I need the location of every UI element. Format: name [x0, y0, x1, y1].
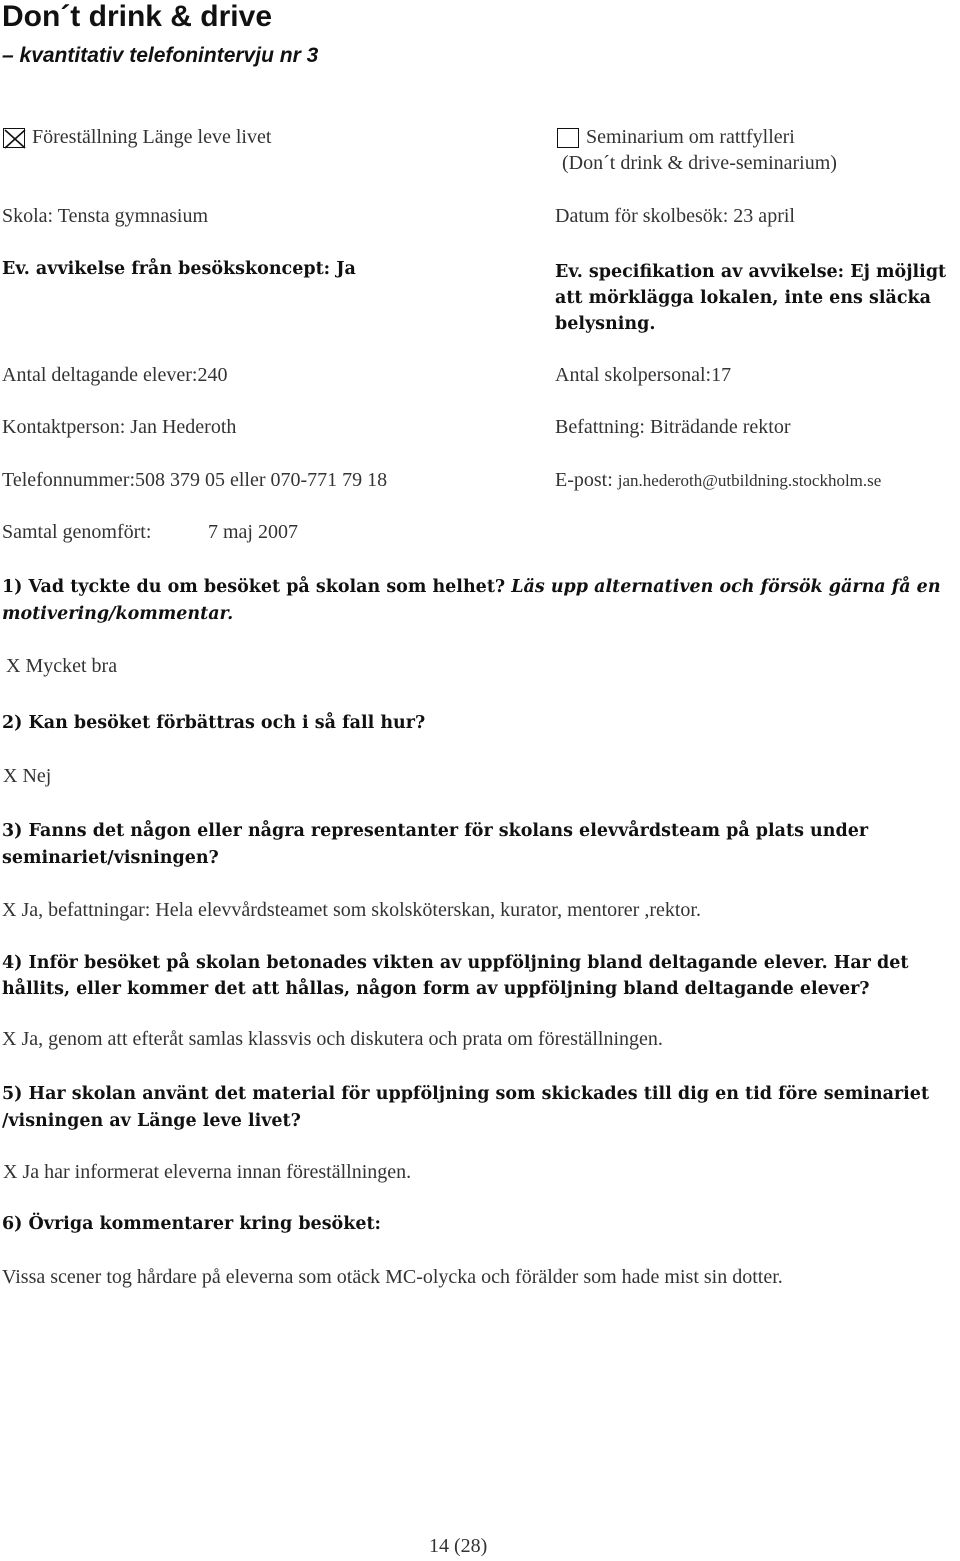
answer-3: X Ja, befattningar: Hela elevvårdsteamet som skolsköterskan, kurator, mentorer ,rektor. — [2, 899, 701, 921]
answer-6: Vissa scener tog hårdare på eleverna som otäck MC-olycka och förälder som hade mist sin dotter. — [2, 1266, 783, 1288]
phone-field: Telefonnummer:508 379 05 eller 070-771 79 18 — [2, 469, 388, 491]
question-4: 4) Inför besöket på skolan betonades vikten av uppföljning bland deltagande elever. Har det hållits, eller kommer det att hållas, någon form av uppföljning bland deltagande elever? — [2, 953, 909, 999]
option-seminar-sublabel: (Don´t drink & drive-seminarium) — [562, 152, 837, 174]
question-1 — [2, 574, 957, 628]
answer-1: X Mycket bra — [6, 655, 118, 677]
checkbox-checked-icon[interactable] — [3, 128, 25, 148]
option-seminar-label: Seminarium om rattfylleri — [586, 126, 795, 148]
school-field: Skola: Tensta gymnasium — [2, 205, 208, 227]
option-performance-label: Föreställning Länge leve livet — [32, 126, 272, 148]
question-1-instruction: Läs upp alternativen och försök gärna få en motivering/kommentar. — [2, 577, 941, 624]
email-value: jan.hederoth@utbildning.stockholm.se — [617, 471, 882, 490]
call-completed-date: 7 maj 2007 — [208, 521, 298, 543]
question-5: 5) Har skolan använt det material för uppföljning som skickades till dig en tid före seminariet /visningen av Länge leve livet? — [2, 1084, 930, 1131]
page-number: 14 (28) — [429, 1535, 488, 1557]
position-field: Befattning: Biträdande rektor — [555, 416, 791, 438]
checkbox-unchecked-icon[interactable] — [557, 128, 579, 148]
contact-person-field: Kontaktperson: Jan Hederoth — [2, 416, 237, 438]
document-subtitle: – kvantitativ telefonintervju nr 3 — [2, 44, 319, 67]
question-3: 3) Fanns det någon eller några representanter för skolans elevvårdsteam på plats under seminariet/visningen? — [2, 821, 869, 868]
document-title: Don´t drink & drive — [2, 0, 273, 33]
email-label: E-post: — [555, 469, 618, 491]
question-6: 6) Övriga kommentarer kring besöket: — [2, 1214, 382, 1234]
visit-date-field: Datum för skolbesök: 23 april — [555, 205, 795, 227]
question-1-text: 1) Vad tyckte du om besöket på skolan som helhet? — [2, 577, 506, 597]
students-field: Antal deltagande elever:240 — [2, 364, 228, 386]
call-completed-label: Samtal genomfört: — [2, 521, 152, 543]
question-2: 2) Kan besöket förbättras och i så fall hur? — [2, 713, 426, 733]
answer-5: X Ja har informerat eleverna innan föreställningen. — [3, 1161, 412, 1183]
answer-2: X Nej — [3, 765, 52, 787]
answer-4: X Ja, genom att efteråt samlas klassvis och diskutera och prata om föreställningen. — [2, 1028, 663, 1050]
deviation-spec-field: Ev. specifikation av avvikelse: Ej möjligt att mörklägga lokalen, inte ens släcka belysning. — [555, 262, 947, 334]
email-row — [555, 469, 881, 492]
deviation-field: Ev. avvikelse från besökskoncept: Ja — [2, 259, 356, 279]
staff-field: Antal skolpersonal:17 — [555, 364, 732, 386]
